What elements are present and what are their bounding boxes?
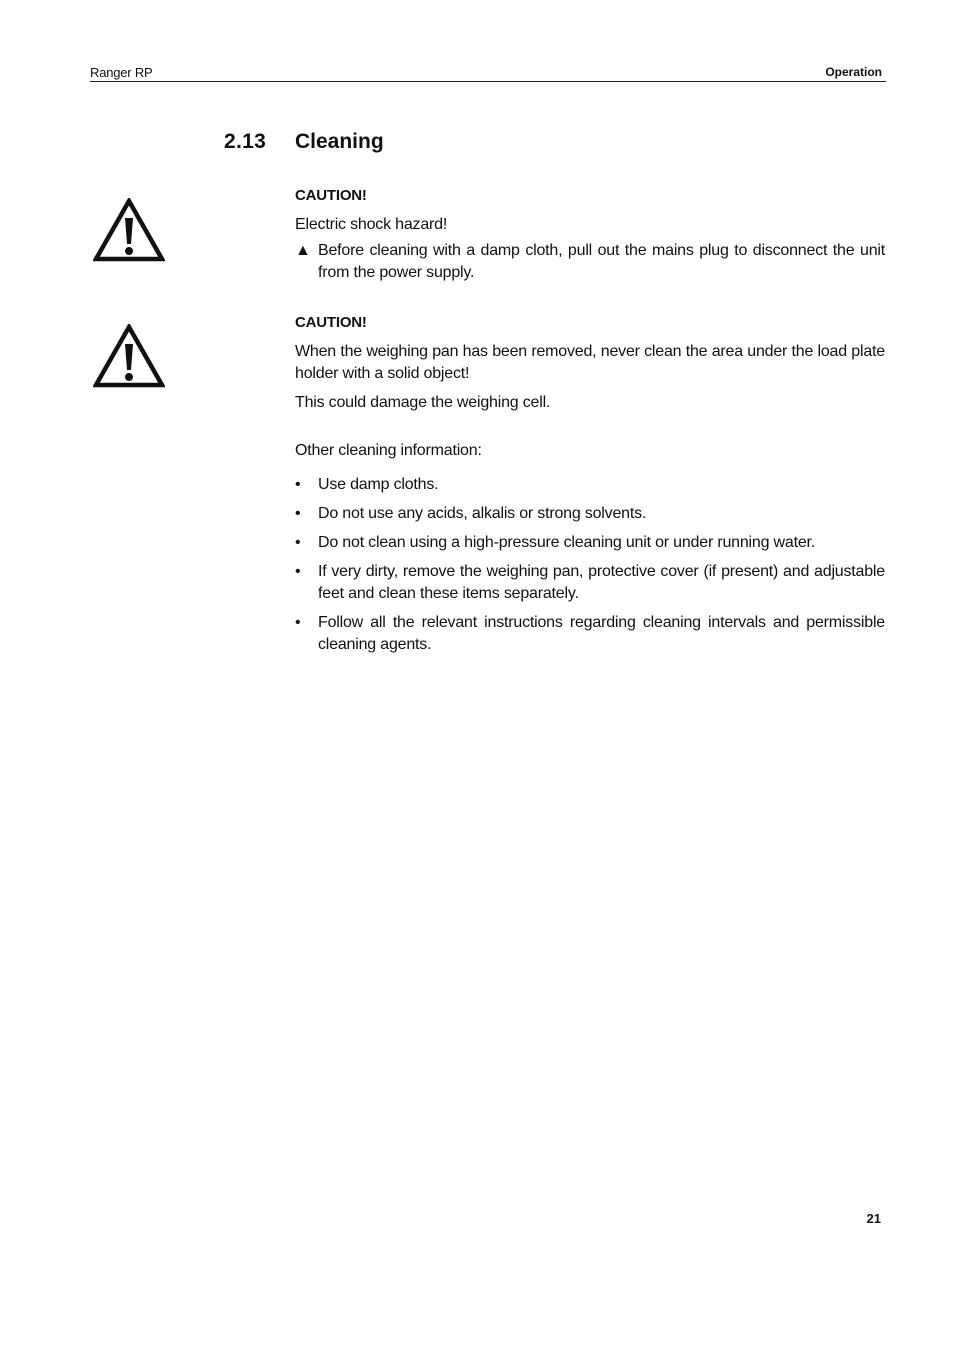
caution-label: CAUTION!	[295, 187, 367, 204]
list-item	[295, 532, 885, 554]
list-item-text: Use damp cloths.	[318, 476, 439, 493]
section-title: Cleaning	[295, 130, 384, 153]
list-item	[295, 561, 885, 605]
page-number: 21	[866, 1211, 881, 1226]
header-chapter-title: Operation	[825, 65, 882, 79]
list-item	[295, 474, 885, 496]
header-document-title: Ranger RP	[90, 65, 153, 80]
caution-label: CAUTION!	[295, 314, 367, 331]
section-number: 2.13	[224, 130, 267, 153]
warning-triangle-icon	[93, 324, 165, 388]
warning-triangle-icon	[93, 198, 165, 262]
caution-consequence: This could damage the weighing cell.	[295, 394, 551, 411]
bullet: •	[295, 476, 301, 493]
list-item-text: If very dirty, remove the weighing pan, protective cover (if present) and adjustable feet and clean these items separately.	[318, 563, 885, 602]
bullet: •	[295, 505, 301, 522]
list-item	[295, 612, 885, 656]
list-item	[295, 503, 885, 525]
caution-instruction	[295, 240, 885, 284]
bullet: •	[295, 534, 301, 551]
list-item-text: Do not use any acids, alkalis or strong solvents.	[318, 505, 647, 522]
list-item-text: Follow all the relevant instructions regarding cleaning intervals and permissible cleaning agents.	[318, 614, 885, 653]
page-header	[90, 63, 886, 82]
list-item-text: Do not clean using a high-pressure cleaning unit or under running water.	[318, 534, 816, 551]
caution-text: Electric shock hazard!	[295, 216, 448, 233]
bullet: •	[295, 614, 301, 631]
caution-instruction-text: Before cleaning with a damp cloth, pull out the mains plug to disconnect the unit from the power supply.	[318, 242, 885, 281]
other-info-intro: Other cleaning information:	[295, 442, 482, 459]
triangle-bullet-icon: ▲	[295, 242, 311, 259]
bullet: •	[295, 563, 301, 580]
caution-text: When the weighing pan has been removed, never clean the area under the load plate holder with a solid object!	[295, 343, 885, 382]
